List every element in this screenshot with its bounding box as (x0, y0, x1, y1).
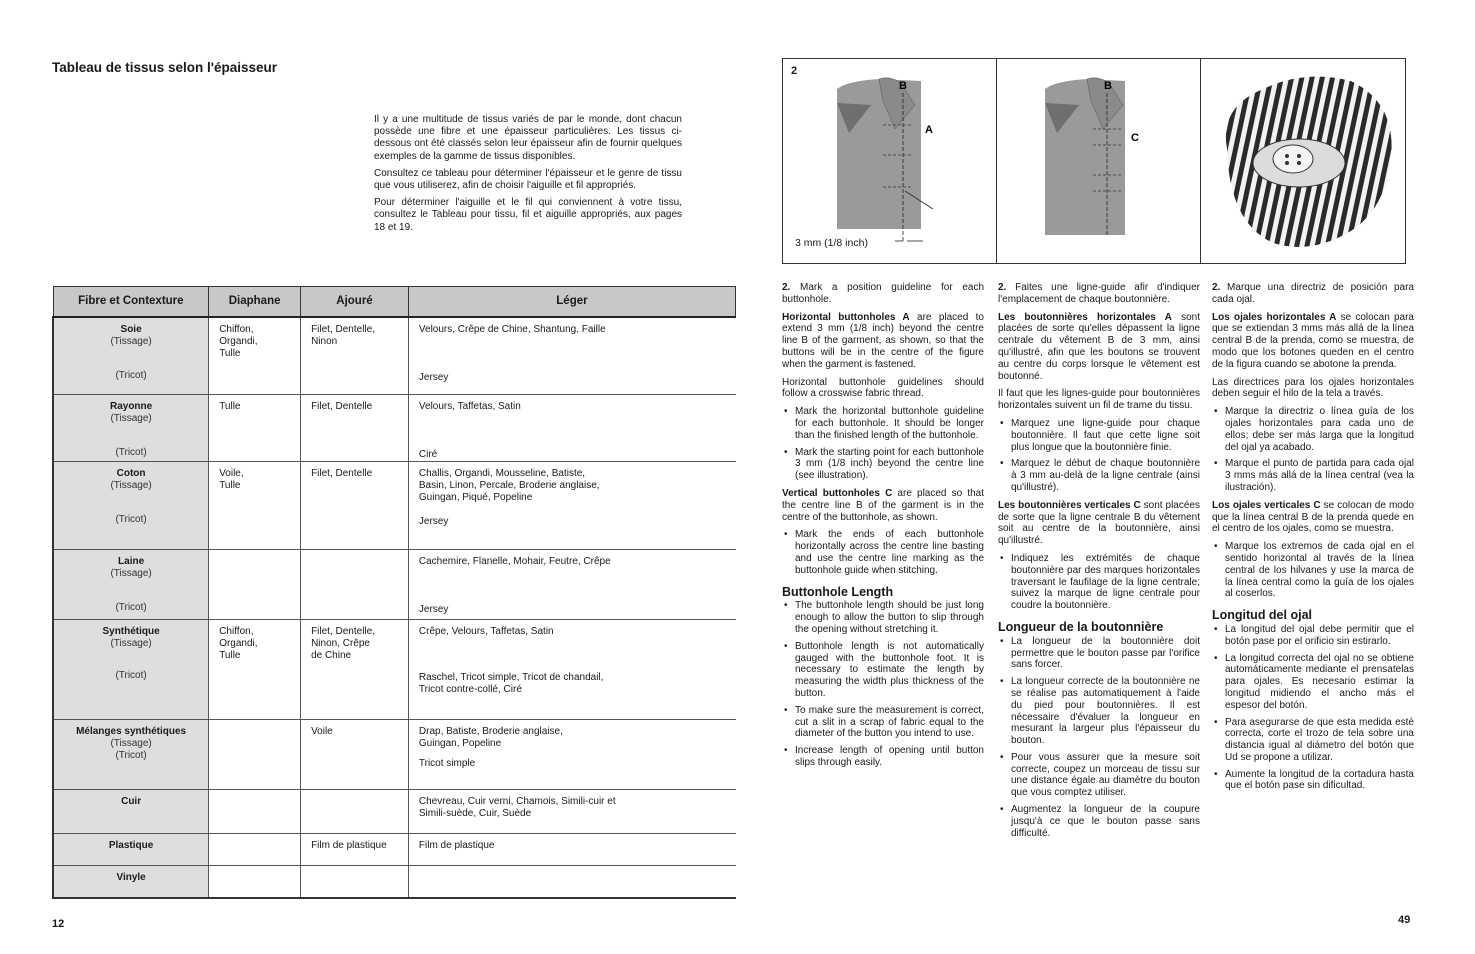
cell-line: Film de plastique (311, 840, 387, 851)
ajoure-cell (301, 790, 409, 834)
bullet-item: • Pour vous assurer que la mesure soit correcte, coupez un morceau de tissu sur une distance égale au diamètre du bouton que vous comptez utiliser. (998, 752, 1200, 799)
cell-line: Ninon, Crêpe (311, 638, 370, 649)
table-row (53, 620, 736, 720)
cell-line: Jersey (418, 604, 449, 615)
cell-line: Chiffon, (219, 626, 254, 637)
table-row (53, 550, 736, 620)
page-title: Tableau de tissus selon l'épaisseur (52, 60, 278, 75)
vertical-intro-text: se colocan de modo que la línea central B de la prenda quede en el centro de los ojales, como se muestra. (1212, 499, 1414, 535)
ajoure-cell (301, 550, 409, 620)
cell-line: Chiffon, (219, 323, 254, 335)
horizontal-follow: Horizontal buttonhole guidelines should follow a crosswise fabric thread. (782, 376, 984, 400)
horizontal-intro (1212, 312, 1414, 371)
horizontal-follow: Il faut que les lignes-guide pour boutonnières horizontales suivent un fil de trame du tissu. (998, 388, 1200, 412)
diaphane-cell (209, 317, 301, 395)
cell-line: Tulle (219, 347, 241, 359)
cell-line: Jersey (418, 516, 449, 527)
horizontal-intro (998, 312, 1200, 383)
cell-line: Filet, Dentelle, (311, 626, 375, 637)
fibre-cell (53, 550, 209, 620)
column-spanish (1212, 282, 1414, 798)
step-paragraph (782, 282, 984, 306)
cell-line: Ciré (418, 449, 438, 460)
horizontal-intro-bold: Los ojales horizontales A (1212, 311, 1337, 323)
cell-line: Organdi, (219, 335, 258, 347)
figure-panel (782, 58, 1406, 264)
vertical-bullets (1212, 541, 1414, 600)
bullet-item: • La longueur de la boutonnière doit permettre que le bouton passe par l'orifice sans forcer. (998, 636, 1200, 671)
step-number: 2. (782, 282, 791, 293)
bullet-item: • Marque la directriz o línea guía de los ojales horizontales para cada uno de ellos; debe ser más larga que la longitud del ojal ya acabado. (1212, 406, 1414, 453)
fibre-knit: (Tricot) (115, 447, 147, 458)
fibre-name: Coton (116, 468, 146, 479)
fibre-weave: (Tissage) (110, 738, 152, 749)
vertical-intro-bold: Les boutonnières verticales C (998, 499, 1141, 511)
ajoure-cell (301, 395, 409, 462)
cell-line: Guingan, Piqué, Popeline (418, 492, 533, 503)
section-heading: Longitud del ojal (1212, 608, 1312, 623)
cell-line: Velours, Crêpe de Chine, Shantung, Faille (418, 323, 606, 335)
leger-cell (408, 866, 735, 898)
leger-cell (408, 620, 735, 720)
horizontal-intro-text: se colocan para que se extiendan 3 mms más allá de la línea central B de la prenda, como se muestra, de modo que los botones queden en el centro de la figura cuando se abotone la prenda. (1212, 311, 1414, 370)
bullet-item: • Increase length of opening until button slips through easily. (782, 745, 984, 769)
ajoure-cell (301, 866, 409, 898)
step-text: Faites une ligne-guide afir d'indiquer l'emplacement de chaque boutonnière. (998, 282, 1200, 305)
step-text: Marque una directriz de posición para cada ojal. (1212, 282, 1414, 305)
horizontal-bullets (1212, 406, 1414, 494)
figure-horizontal-buttonhole (783, 59, 997, 263)
fibre-name: Laine (118, 556, 145, 567)
bullet-item: • La longitud del ojal debe permitir que el botón pase por el orificio sin estirarlo. (1212, 624, 1414, 648)
bullet-item: • To make sure the measurement is correct, cut a slit in a scrap of fabric equal to the diameter of the button you intend to use. (782, 705, 984, 740)
fibre-name: Synthétique (102, 626, 160, 637)
table-row (53, 395, 736, 462)
fibre-knit: (Tricot) (115, 602, 147, 613)
fibre-name: Plastique (108, 840, 154, 851)
section-heading: Buttonhole Length (782, 584, 894, 599)
ajoure-cell (301, 317, 409, 395)
fibre-name: Soie (120, 323, 142, 335)
cell-line: Jersey (418, 371, 449, 383)
button-fabric-illustration (1201, 59, 1407, 265)
vertical-intro-bold: Vertical buttonholes C (782, 487, 893, 499)
table-row (53, 866, 736, 898)
bullet-item: • Mark the horizontal buttonhole guideline for each buttonhole. It should be longer than the finished length of the buttonhole. (782, 406, 984, 441)
label-b: B (1104, 80, 1112, 92)
step-paragraph (998, 282, 1200, 306)
fibre-cell (53, 395, 209, 462)
ajoure-cell (301, 462, 409, 550)
bullet-item: • Augmentez la longueur de la coupure jusqu'à ce que le bouton passe sans difficulté. (998, 804, 1200, 839)
bullet-item: • Mark the ends of each buttonhole horizontally across the centre line basting and use the centre line marking as the buttonhole guide when stitching. (782, 529, 984, 576)
diaphane-cell (209, 720, 301, 790)
cell-line: Crêpe, Velours, Taffetas, Satin (418, 626, 554, 637)
fibre-cell (53, 866, 209, 898)
cell-line: Chevreau, Cuir verni, Chamois, Simili-cuir et (418, 796, 616, 807)
cell-line: Voile (311, 726, 333, 737)
length-bullets (782, 600, 984, 768)
vertical-intro-text: sont placées de sorte que la ligne centrale B du vêtement soit au centre de la boutonnière, ainsi qu'illustré. (998, 499, 1200, 547)
fibre-knit: (Tricot) (115, 514, 147, 525)
vertical-bullets (782, 529, 984, 576)
shirt-illustration-horizontal (783, 59, 997, 265)
horizontal-bullets (998, 418, 1200, 494)
horizontal-intro-text: are placed to extend 3 mm (1/8 inch) beyond the centre line B of the garment, as shown, so that the buttons will be in the centre of the figure when the garment is fastened. (782, 311, 984, 370)
page-number-right: 49 (1398, 914, 1411, 926)
cell-line: Tulle (219, 480, 241, 491)
horizontal-intro-bold: Les boutonnières horizontales A (998, 311, 1172, 323)
leger-cell (408, 834, 735, 866)
leger-cell (408, 550, 735, 620)
cell-line: Film de plastique (418, 840, 495, 851)
fibre-cell (53, 620, 209, 720)
fibre-weave: (Tissage) (110, 335, 152, 347)
ajoure-cell (301, 620, 409, 720)
table-header: Diaphane (209, 287, 301, 317)
leger-cell (408, 395, 735, 462)
fibre-cell (53, 790, 209, 834)
leger-cell (408, 317, 735, 395)
bullet-item: • Buttonhole length is not automatically gauged with the buttonhole foot. It is necessary to estimate the length by measuring the width plus thickness of the button. (782, 641, 984, 700)
bullet-item: • The buttonhole length should be just long enough to allow the button to slip through the opening without stretching it. (782, 600, 984, 635)
figure-button-on-fabric (1201, 59, 1407, 263)
label-b: B (899, 80, 907, 92)
fibre-knit: (Tricot) (115, 670, 147, 681)
section-heading: Longueur de la boutonnière (998, 619, 1164, 634)
fabric-table (52, 286, 736, 899)
horizontal-bullets (782, 406, 984, 482)
vertical-intro (1212, 500, 1414, 535)
step-text: Mark a position guideline for each buttonhole. (782, 282, 984, 305)
column-french (998, 282, 1200, 845)
fibre-name: Mélanges synthétiques (76, 726, 187, 737)
length-bullets (998, 636, 1200, 840)
bullet-item: • Indiquez les extrémités de chaque boutonnière par des marques horizontales traversant le faufilage de la ligne centrale; suivez la marque de ligne centrale pour coudre la boutonnière. (998, 553, 1200, 612)
intro-paragraph: Il y a une multitude de tissus variés de par le monde, dont chacun possède une fibre et une épaisseur particulières. Les tissus ci-dessous ont été classés selon leur épaisseur afin de fournir quelques exemples de la gamme de tissus disponibles. (374, 114, 682, 162)
cell-line: Simili-suède, Cuir, Suède (418, 808, 532, 819)
table-row (53, 790, 736, 834)
label-c: C (1131, 132, 1139, 144)
diaphane-cell (209, 395, 301, 462)
vertical-intro (782, 488, 984, 523)
fibre-cell (53, 720, 209, 790)
cell-line: de Chine (311, 650, 352, 661)
diaphane-cell (209, 620, 301, 720)
table-header: Fibre et Contexture (53, 287, 209, 317)
page-number-left: 12 (52, 918, 65, 930)
cell-line: Voile, (219, 468, 244, 479)
table-header-row (53, 287, 736, 317)
bullet-item: • Para asegurarse de que esta medida esté correcta, corte el trozo de tela sobre una distancia igual al diámetro del botón que Ud se propone a utilizar. (1212, 717, 1414, 764)
leger-cell (408, 462, 735, 550)
leger-cell (408, 720, 735, 790)
bullet-item: • Mark the starting point for each buttonhole 3 mm (1/8 inch) beyond the centre line (see illustration). (782, 447, 984, 482)
fibre-name: Vinyle (116, 872, 146, 883)
fibre-knit: (Tricot) (115, 750, 147, 761)
horizontal-intro-bold: Horizontal buttonholes A (782, 311, 910, 323)
leger-cell (408, 790, 735, 834)
vertical-bullets (998, 553, 1200, 612)
table-header: Léger (408, 287, 735, 317)
label-a: A (925, 124, 933, 136)
intro-text (374, 114, 682, 239)
fibre-knit: (Tricot) (115, 369, 147, 381)
cell-line: Filet, Dentelle (311, 468, 373, 479)
diaphane-cell (209, 834, 301, 866)
vertical-intro-text: are placed so that the centre line B of the garment is in the centre of the buttonhole, as shown. (782, 487, 984, 523)
cell-line: Tricot contre-collé, Ciré (418, 684, 522, 695)
ajoure-cell (301, 720, 409, 790)
bullet-item: • Marque el punto de partida para cada ojal 3 mms más allá de la línea central (vea la ilustración). (1212, 458, 1414, 493)
figure-number: 2 (791, 65, 798, 77)
cell-line: Tricot simple (418, 758, 476, 769)
fibre-cell (53, 834, 209, 866)
vertical-intro (998, 500, 1200, 547)
bullet-item: • Aumente la longitud de la cortadura hasta que el botón pase sin dificultad. (1212, 769, 1414, 793)
vertical-intro-bold: Los ojales verticales C (1212, 499, 1321, 511)
cell-line: Raschel, Tricot simple, Tricot de chandail, (418, 672, 604, 683)
bullet-item: • Marquez le début de chaque boutonnière à 3 mm au-delà de la ligne centrale (ainsi qu'illustré). (998, 458, 1200, 493)
fibre-weave: (Tissage) (110, 413, 152, 424)
horizontal-follow: Las directrices para los ojales horizontales deben seguir el hilo de la tela a través. (1212, 376, 1414, 400)
bullet-item: • Marquez une ligne-guide pour chaque boutonnière. Il faut que cette ligne soit plus longue que la boutonnière finie. (998, 418, 1200, 453)
diaphane-cell (209, 462, 301, 550)
fibre-cell (53, 317, 209, 395)
intro-paragraph: Consultez ce tableau pour déterminer l'épaisseur et le genre de tissu que vous utiliserez, afin de choisir l'aiguille et fil appropriés. (374, 167, 682, 192)
step-number: 2. (1212, 282, 1221, 293)
cell-line: Tulle (219, 650, 241, 661)
table-row (53, 317, 736, 395)
cell-line: Filet, Dentelle (311, 401, 373, 412)
cell-line: Cachemire, Flanelle, Mohair, Feutre, Crêpe (418, 556, 611, 567)
cell-line: Velours, Taffetas, Satin (418, 401, 521, 412)
table-row (53, 834, 736, 866)
cell-line: Basin, Linon, Percale, Broderie anglaise, (418, 480, 600, 491)
fibre-name: Rayonne (109, 401, 153, 412)
bullet-item: • La longueur correcte de la boutonnière ne se réalise pas automatiquement à l'aide du pied pour boutonnières. Il est nécessaire d'évaluer la longueur en mesurant la largeur plus l'épaisseur du bouton. (998, 676, 1200, 747)
horizontal-intro-text: sont placées de sorte qu'elles dépassent la ligne centrale du vêtement B de 3 mm, ainsi qu'illustré, afin que les boutons se trouvent au centre du corps lorsque le vêtement est boutonné. (998, 311, 1200, 382)
cell-line: Filet, Dentelle, (311, 323, 375, 335)
ajoure-cell (301, 834, 409, 866)
intro-paragraph: Pour déterminer l'aiguille et le fil qui conviennent à votre tissu, consultez le Tableau pour tissu, fil et aiguille appropriés, aux pages 18 et 19. (374, 197, 682, 233)
bullet-item: • Marque los extremos de cada ojal en el sentido horizontal al través de la línea central de los hilvanes y use la marca de la línea central como la guía de los ojales al coserlos. (1212, 541, 1414, 600)
measure-label: 3 mm (1/8 inch) (795, 237, 868, 249)
horizontal-intro (782, 312, 984, 371)
bullet-item: • La longitud correcta del ojal no se obtiene automáticamente mediante el prensatelas para ojales. Es necesario estimar la longitud midiendo el ancho más el espesor del botón. (1212, 653, 1414, 712)
cell-line: Drap, Batiste, Broderie anglaise, (418, 726, 563, 737)
fibre-weave: (Tissage) (110, 480, 152, 491)
table-header: Ajouré (301, 287, 409, 317)
diaphane-cell (209, 790, 301, 834)
fibre-weave: (Tissage) (110, 638, 152, 649)
step-number: 2. (998, 282, 1007, 293)
fibre-cell (53, 462, 209, 550)
shirt-illustration-vertical (997, 59, 1201, 265)
cell-line: Organdi, (219, 638, 258, 649)
length-bullets (1212, 624, 1414, 792)
cell-line: Challis, Organdi, Mousseline, Batiste, (418, 468, 586, 479)
table-row (53, 462, 736, 550)
column-english (782, 282, 984, 775)
cell-line: Ninon (311, 335, 338, 347)
diaphane-cell (209, 550, 301, 620)
fibre-weave: (Tissage) (110, 568, 152, 579)
cell-line: Tulle (219, 401, 241, 412)
table-row (53, 720, 736, 790)
step-paragraph (1212, 282, 1414, 306)
fibre-name: Cuir (121, 796, 142, 807)
diaphane-cell (209, 866, 301, 898)
figure-vertical-buttonhole (997, 59, 1201, 263)
cell-line: Guingan, Popeline (418, 738, 502, 749)
